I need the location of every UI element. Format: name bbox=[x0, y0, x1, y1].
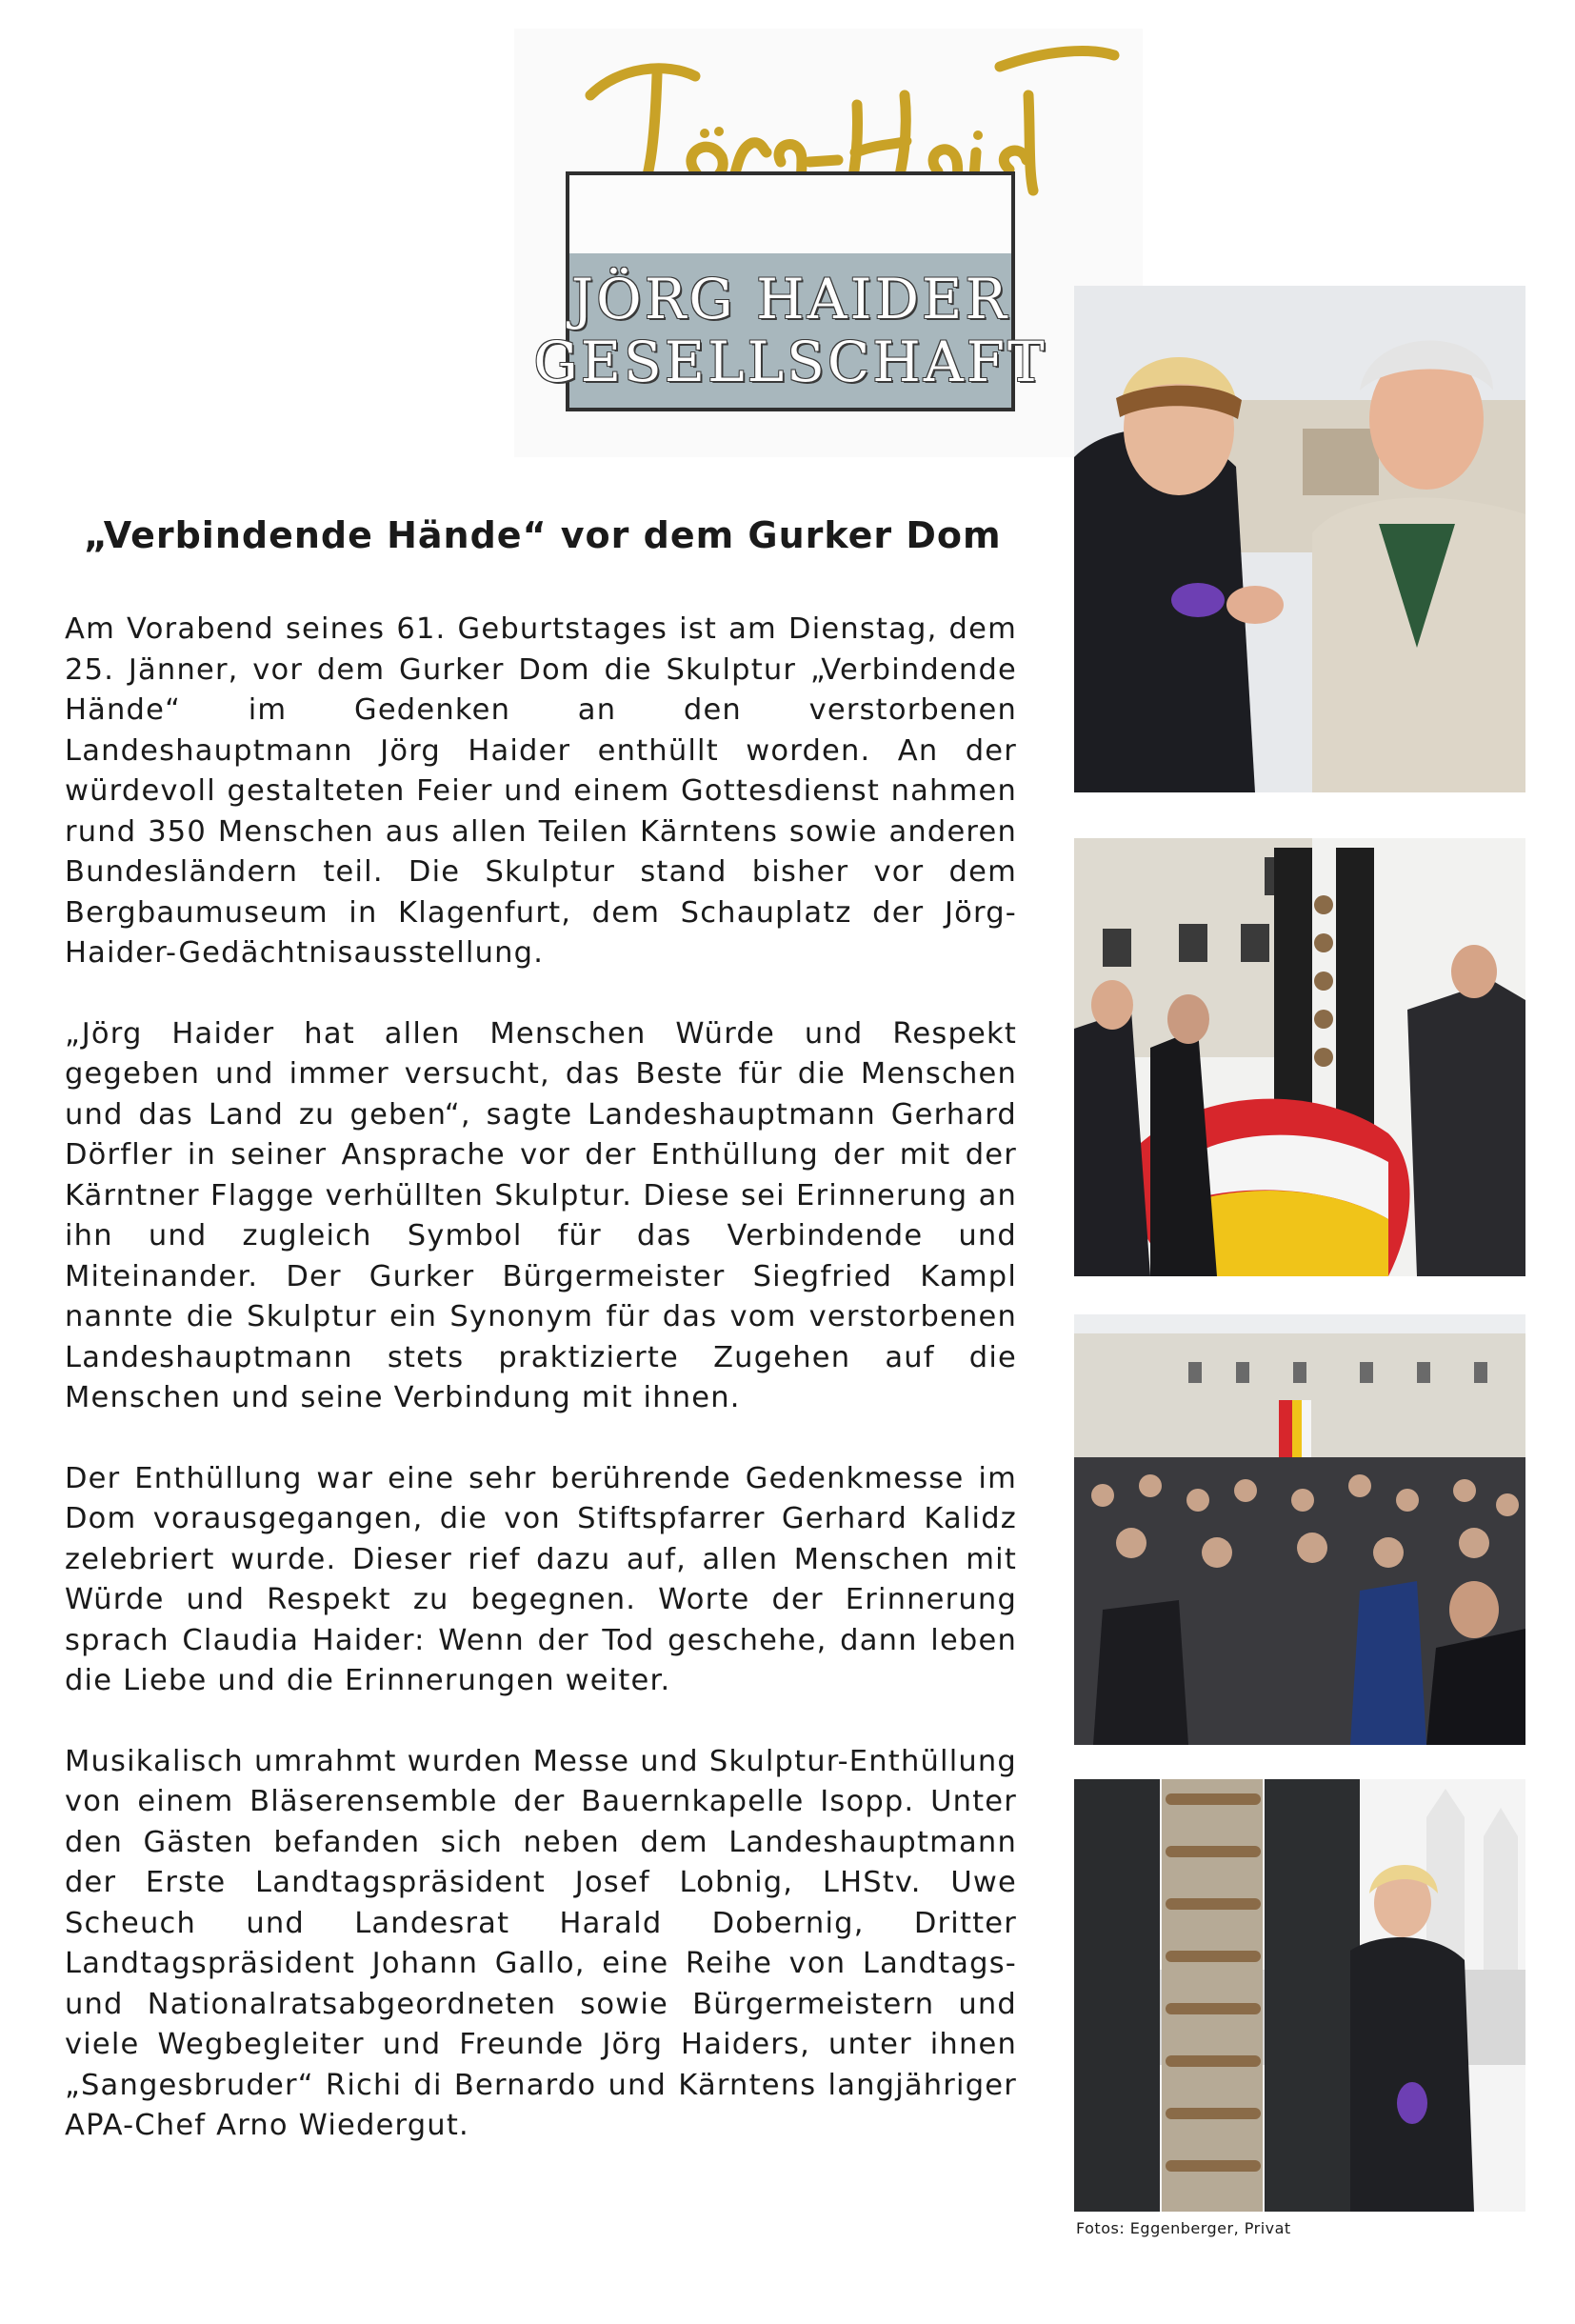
paragraph-2: „Jörg Haider hat allen Menschen Würde und Respekt gegeben und immer versucht, das Beste für die Menschen und das Land zu geben“, sagte Landeshauptmann Gerhard Dörfler in seiner Ansprache vor der Enthüllung der mit der Kärntner Flagge verhüllten Skulptur. Diese sei Erinnerung an ihn und zugleich Symbol für das Verbindende und Miteinander. Der Gurker Bürgermeister Siegfried Kampl nannte die Skulptur ein Synonym für das vom verstorbenen Landeshauptmann stets praktizierte Zugehen auf die Menschen und seine Verbindung mit ihnen. bbox=[65, 1016, 1017, 1414]
article-body bbox=[65, 610, 1017, 2187]
photo-crowd-ceremony bbox=[1074, 1314, 1525, 1745]
photo-sculpture-unveiling bbox=[1074, 838, 1525, 1276]
article-headline: „Verbindende Hände“ vor dem Gurker Dom bbox=[84, 514, 1002, 556]
paragraph-3: Der Enthüllung war eine sehr berührende Gedenkmesse im Dom vorausgegangen, die von Stiftspfarrer Gerhard Kalidz zelebriert wurde. Dieser rief dazu auf, allen Menschen mit Würde und Respekt zu begegnen. Worte der Erinnerung sprach Claudia Haider: Wenn der Tod geschehe, dann leben die Liebe und die Erinnerungen weiter. bbox=[65, 1461, 1017, 1697]
photo-credit: Fotos: Eggenberger, Privat bbox=[1076, 2219, 1291, 2237]
logo bbox=[514, 29, 1143, 457]
photo-couple-greeting bbox=[1074, 286, 1525, 792]
logo-line-2: GESELLSCHAFT bbox=[533, 330, 1047, 394]
logo-line-1: JÖRG HAIDER bbox=[570, 267, 1010, 331]
paragraph-1: Am Vorabend seines 61. Geburtstages ist am Dienstag, dem 25. Jänner, vor dem Gurker Dom die Skulptur „Verbindende Hände“ im Gedenken an den verstorbenen Landeshauptmann Jörg Haider enthüllt worden. An der würdevoll gestalteten Feier und einem Gottesdienst nahmen rund 350 Menschen aus allen Teilen Kärntens sowie anderen Bundesländern teil. Die Skulptur stand bisher vor dem Bergbaumuseum in Klagenfurt, dem Schauplatz der Jörg-Haider-Gedächtnisausstellung. bbox=[65, 612, 1017, 970]
logo-name-band bbox=[533, 253, 1047, 411]
photo-sculpture-with-woman bbox=[1074, 1779, 1525, 2212]
paragraph-4: Musikalisch umrahmt wurden Messe und Skulptur-Enthüllung von einem Bläserensemble der Bauernkapelle Isopp. Unter den Gästen befanden sich neben dem Landeshauptmann der Erste Landtagspräsident Josef Lobnig, LHStv. Uwe Scheuch und Landesrat Harald Dobernig, Dritter Landtagspräsident Johann Gallo, eine Reihe von Landtags- und Nationalratsabgeordneten sowie Bürgermeistern und viele Wegbegleiter und Freunde Jörg Haiders, unter ihnen „Sangesbruder“ Richi di Bernardo und Kärntens langjähriger APA-Chef Arno Wiedergut. bbox=[65, 1744, 1017, 2142]
